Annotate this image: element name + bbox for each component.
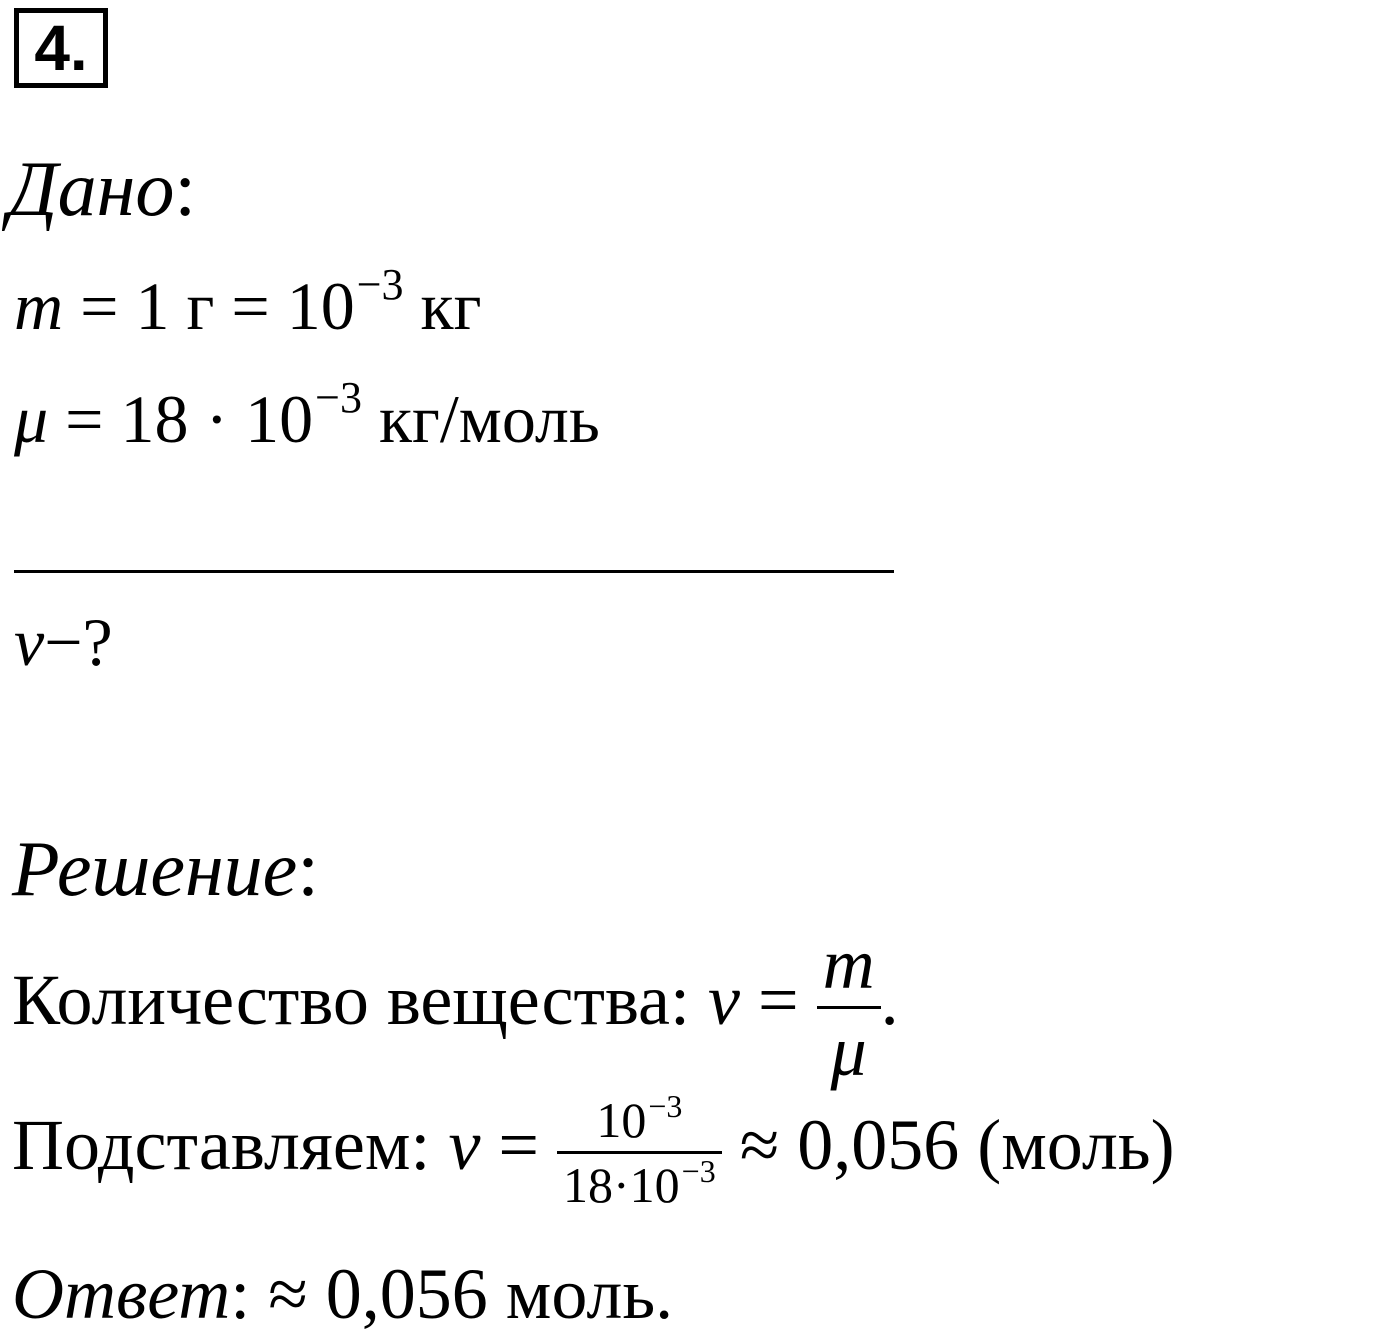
- given-mass-line: [14, 260, 482, 344]
- formula-variable: ν: [708, 960, 740, 1041]
- formula-denominator: μ: [830, 1011, 867, 1091]
- unknown-line: [14, 604, 113, 680]
- molar-mass-exponent: −3: [315, 373, 362, 422]
- formula-fraction: [817, 924, 881, 1091]
- mass-unit: кг: [403, 268, 482, 344]
- molar-mass-unit: кг/моль: [361, 381, 600, 457]
- answer-heading: Ответ: [12, 1254, 231, 1334]
- formula-numerator: m: [822, 924, 875, 1004]
- solution-heading-text: Решение: [12, 825, 298, 912]
- substitution-result: ≈ 0,056 (моль): [721, 1105, 1175, 1186]
- substitution-fraction: [557, 1088, 722, 1213]
- unknown-suffix: −?: [44, 604, 113, 680]
- substitution-numerator-exponent: −3: [648, 1088, 683, 1124]
- mass-exponent: −3: [356, 260, 404, 309]
- substitution-variable: ν: [448, 1105, 481, 1186]
- substitution-line: [12, 1088, 1175, 1213]
- solution-heading: [12, 825, 319, 912]
- problem-number-text: 4.: [34, 12, 88, 84]
- mass-variable: m: [14, 268, 64, 344]
- given-heading-text: Дано: [8, 145, 175, 232]
- substitution-label: Подставляем:: [12, 1105, 449, 1186]
- substitution-numerator: [590, 1088, 688, 1148]
- answer-line: [12, 1254, 674, 1334]
- formula-line: [12, 924, 899, 1091]
- substitution-denominator-exponent: −3: [681, 1153, 716, 1189]
- formula-equals: =: [739, 960, 817, 1041]
- solution-heading-colon: :: [297, 825, 319, 912]
- substitution-denominator-base: 18·10: [563, 1157, 680, 1213]
- answer-text: : ≈ 0,056 моль.: [230, 1254, 674, 1334]
- given-heading-colon: :: [174, 145, 196, 232]
- unknown-variable: ν: [14, 604, 45, 680]
- mass-equation: = 1 г = 10: [63, 268, 355, 344]
- problem-number: [14, 8, 108, 88]
- substitution-denominator: [557, 1153, 722, 1213]
- given-heading: [8, 145, 196, 232]
- molar-mass-variable: μ: [14, 381, 49, 457]
- given-divider: [14, 570, 894, 573]
- formula-end: .: [880, 960, 899, 1041]
- formula-fraction-bar: [817, 1006, 881, 1009]
- substitution-numerator-base: 10: [596, 1092, 647, 1148]
- molar-mass-equation: = 18 · 10: [48, 381, 314, 457]
- given-molar-mass-line: [14, 373, 600, 457]
- substitution-equals: =: [480, 1105, 558, 1186]
- formula-label: Количество вещества:: [12, 960, 708, 1041]
